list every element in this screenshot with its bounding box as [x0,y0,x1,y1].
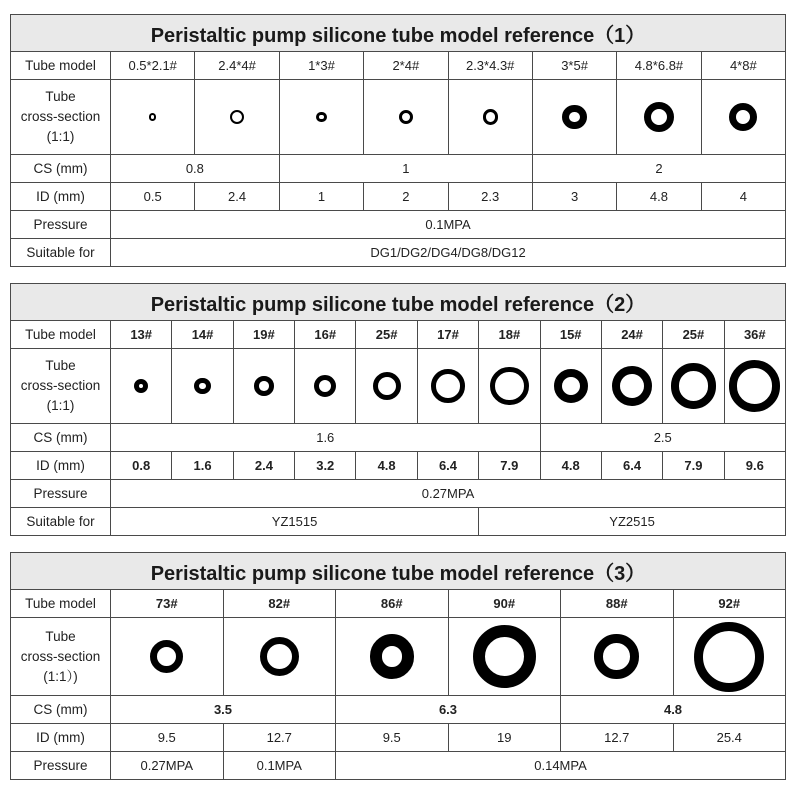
id-cell: 6.4 [417,452,478,480]
row-label-id: ID (mm) [11,183,111,211]
pressure-row [11,480,786,508]
tube-cross-section-ring [594,634,639,679]
cross-section-row [11,349,786,424]
suitable-cell: YZ2515 [479,508,786,536]
label-line: Tube [45,358,76,373]
model-cell: 92# [673,590,786,618]
label-line: (1:1) [46,398,75,413]
row-label-id: ID (mm) [11,724,111,752]
pressure-cell: 0.27MPA [111,480,786,508]
id-cell: 2 [364,183,448,211]
cross-section-cell [172,349,233,424]
id-cell: 7.9 [663,452,724,480]
cross-section-cell [223,618,336,696]
cs-row [11,155,786,183]
row-label-cs: CS (mm) [11,696,111,724]
id-cell: 7.9 [479,452,540,480]
id-row [11,724,786,752]
label-line: cross-section [20,378,101,393]
model-cell: 2.3*4.3# [448,52,532,80]
id-row [11,452,786,480]
row-label-model: Tube model [11,590,111,618]
id-cell: 2.4 [233,452,294,480]
tube-cross-section-ring [399,110,413,124]
cross-section-cell [724,349,785,424]
row-label-cs: CS (mm) [11,424,111,452]
tube-cross-section-ring [694,622,764,692]
cross-section-cell [448,80,532,155]
id-cell: 3 [532,183,616,211]
model-cell: 14# [172,321,233,349]
pressure-cell: 0.14MPA [336,752,786,780]
tube-table-1 [10,14,786,267]
id-cell: 1 [279,183,363,211]
model-row [11,321,786,349]
model-cell: 0.5*2.1# [111,52,195,80]
model-cell: 2.4*4# [195,52,279,80]
cross-section-cell [540,349,601,424]
cross-section-cell [195,80,279,155]
model-cell: 1*3# [279,52,363,80]
pressure-cell: 0.1MPA [223,752,336,780]
cross-section-cell [233,349,294,424]
model-cell: 13# [111,321,172,349]
row-label-cross-section [11,618,111,696]
model-cell: 25# [356,321,417,349]
cs-cell: 2 [532,155,785,183]
model-cell: 4*8# [701,52,785,80]
tube-cross-section-ring [134,379,148,393]
cs-row [11,424,786,452]
model-cell: 73# [111,590,224,618]
suitable-cell: DG1/DG2/DG4/DG8/DG12 [111,239,786,267]
label-line: cross-section [20,648,101,664]
pressure-cell: 0.1MPA [111,211,786,239]
tube-table-2 [10,283,786,536]
id-cell: 0.8 [111,452,172,480]
cross-section-cell [111,349,172,424]
row-label-model: Tube model [11,52,111,80]
model-cell: 82# [223,590,336,618]
table-3-title: Peristaltic pump silicone tube model reference（3） [11,553,786,590]
suitable-row [11,239,786,267]
cross-section-row [11,80,786,155]
tube-cross-section-ring [431,369,465,403]
cs-cell: 4.8 [561,696,786,724]
model-row [11,590,786,618]
cross-section-cell [479,349,540,424]
tube-cross-section-ring [554,369,588,403]
pressure-row [11,211,786,239]
model-cell: 15# [540,321,601,349]
pressure-cell: 0.27MPA [111,752,224,780]
cs-cell: 3.5 [111,696,336,724]
tube-cross-section-ring [612,366,652,406]
cs-cell: 0.8 [111,155,280,183]
id-cell: 19 [448,724,561,752]
row-label-id: ID (mm) [11,452,111,480]
row-label-pressure: Pressure [11,211,111,239]
cross-section-cell [111,618,224,696]
tube-cross-section-ring [373,372,401,400]
tube-cross-section-ring [490,367,529,406]
pressure-row [11,752,786,780]
suitable-row [11,508,786,536]
tube-cross-section-ring [230,110,244,124]
id-cell: 9.5 [111,724,224,752]
id-cell: 4.8 [356,452,417,480]
row-label-cross-section [11,349,111,424]
tube-cross-section-ring [370,634,414,678]
model-row [11,52,786,80]
label-line: (1:1) [46,129,75,144]
tube-cross-section-ring [473,625,536,688]
model-cell: 36# [724,321,785,349]
cs-cell: 2.5 [540,424,785,452]
model-cell: 86# [336,590,449,618]
cs-cell: 1 [279,155,532,183]
id-cell: 9.5 [336,724,449,752]
cross-section-cell [356,349,417,424]
model-cell: 16# [295,321,356,349]
model-cell: 3*5# [532,52,616,80]
tube-cross-section-ring [194,378,211,395]
model-cell: 90# [448,590,561,618]
tube-cross-section-ring [149,113,156,120]
id-cell: 4.8 [540,452,601,480]
table-2-title: Peristaltic pump silicone tube model reference（2） [11,284,786,321]
table-1-title: Peristaltic pump silicone tube model reference（1） [11,15,786,52]
cross-section-row [11,618,786,696]
id-cell: 12.7 [223,724,336,752]
tube-cross-section-ring [150,640,183,673]
cross-section-cell [448,618,561,696]
id-cell: 4.8 [617,183,701,211]
id-cell: 25.4 [673,724,786,752]
model-cell: 2*4# [364,52,448,80]
row-label-suitable: Suitable for [11,239,111,267]
row-label-pressure: Pressure [11,480,111,508]
id-row [11,183,786,211]
cross-section-cell [663,349,724,424]
id-cell: 2.4 [195,183,279,211]
cross-section-cell [561,618,674,696]
row-label-suitable: Suitable for [11,508,111,536]
model-cell: 25# [663,321,724,349]
cross-section-cell [111,80,195,155]
cross-section-cell [295,349,356,424]
row-label-cs: CS (mm) [11,155,111,183]
tube-cross-section-ring [729,103,757,131]
tube-cross-section-ring [671,363,716,408]
label-line: cross-section [20,109,101,124]
model-cell: 88# [561,590,674,618]
id-cell: 1.6 [172,452,233,480]
id-cell: 12.7 [561,724,674,752]
tube-cross-section-ring [729,360,780,411]
tube-cross-section-ring [254,376,274,396]
label-line: Tube [45,89,76,104]
cs-row [11,696,786,724]
tube-cross-section-ring [483,109,498,124]
cross-section-cell [701,80,785,155]
id-cell: 4 [701,183,785,211]
id-cell: 2.3 [448,183,532,211]
cross-section-cell [673,618,786,696]
model-cell: 17# [417,321,478,349]
id-cell: 9.6 [724,452,785,480]
tube-cross-section-ring [644,102,675,133]
cs-cell: 6.3 [336,696,561,724]
label-line: (1:1）) [43,668,78,684]
row-label-cross-section [11,80,111,155]
id-cell: 3.2 [295,452,356,480]
cross-section-cell [532,80,616,155]
tube-cross-section-ring [562,105,587,130]
cross-section-cell [279,80,363,155]
cross-section-cell [601,349,662,424]
model-cell: 4.8*6.8# [617,52,701,80]
cs-cell: 1.6 [111,424,541,452]
id-cell: 6.4 [601,452,662,480]
cross-section-cell [364,80,448,155]
tube-cross-section-ring [314,375,336,397]
row-label-pressure: Pressure [11,752,111,780]
model-cell: 24# [601,321,662,349]
cross-section-cell [336,618,449,696]
tube-cross-section-ring [260,637,299,676]
row-label-model: Tube model [11,321,111,349]
cross-section-cell [617,80,701,155]
model-cell: 19# [233,321,294,349]
suitable-cell: YZ1515 [111,508,479,536]
label-line: Tube [45,628,76,644]
tube-cross-section-ring [316,112,327,123]
model-cell: 18# [479,321,540,349]
tube-table-3 [10,552,786,780]
id-cell: 0.5 [111,183,195,211]
cross-section-cell [417,349,478,424]
